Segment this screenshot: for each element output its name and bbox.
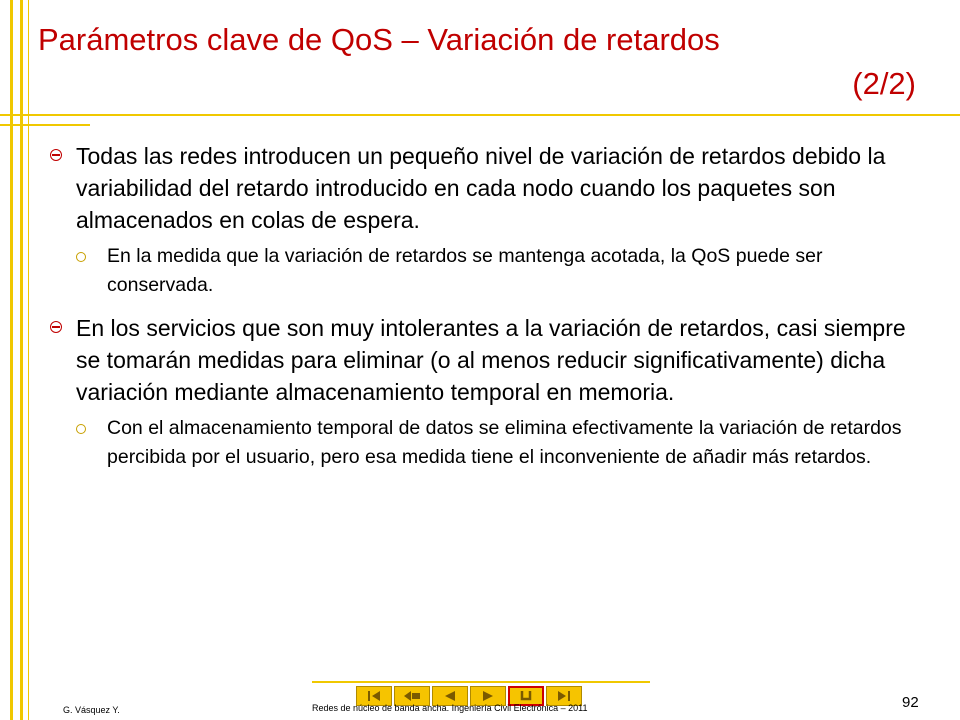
slide-title-line1: Parámetros clave de QoS – Variación de retardos <box>38 22 720 57</box>
last-slide-icon <box>554 689 574 703</box>
bullet-item <box>50 140 920 236</box>
decor-vertical-line-1 <box>10 0 13 720</box>
bullet-text: En los servicios que son muy intolerantes a la variación de retardos, casi siempre se tomarán medidas para eliminar (o al menos reducir significativamente) dicha variación mediante almacenamiento temporal en memoria. <box>76 315 906 405</box>
first-slide-icon <box>364 689 384 703</box>
return-icon <box>516 689 536 703</box>
bullet-icon <box>50 321 62 333</box>
footer-course: Redes de núcleo de banda ancha. Ingeniería Civil Electrónica – 2011 <box>312 703 588 713</box>
decor-horizontal-line-2 <box>0 124 90 126</box>
sub-bullet-icon <box>76 424 86 434</box>
next-slide-icon <box>478 689 498 703</box>
sub-bullet-item <box>50 414 920 472</box>
decor-vertical-line-2 <box>20 0 23 720</box>
page-number: 92 <box>902 694 919 711</box>
previous-slide-icon <box>440 689 460 703</box>
decor-vertical-line-3 <box>28 0 29 720</box>
bullet-text: Todas las redes introducen un pequeño nivel de variación de retardos debido la variabilidad del retardo introducido en cada nodo cuando los paquetes son almacenados en colas de espera. <box>76 143 886 233</box>
previous-section-icon <box>401 689 423 703</box>
bullet-icon <box>50 149 62 161</box>
sub-bullet-item <box>50 242 920 300</box>
decor-horizontal-line-1 <box>0 114 960 116</box>
sub-bullet-text: Con el almacenamiento temporal de datos se elimina efectivamente la variación de retardos percibida por el usuario, pero esa medida tiene el inconveniente de añadir más retardos. <box>107 417 902 468</box>
slide-content <box>50 140 920 484</box>
bullet-item <box>50 312 920 408</box>
footer-author: G. Vásquez Y. <box>63 705 120 715</box>
sub-bullet-icon <box>76 252 86 262</box>
slide-title <box>38 18 918 106</box>
sub-bullet-text: En la medida que la variación de retardos se mantenga acotada, la QoS puede ser conservada. <box>107 245 823 296</box>
nav-divider <box>312 681 650 683</box>
slide-title-line2: (2/2) <box>852 66 916 101</box>
